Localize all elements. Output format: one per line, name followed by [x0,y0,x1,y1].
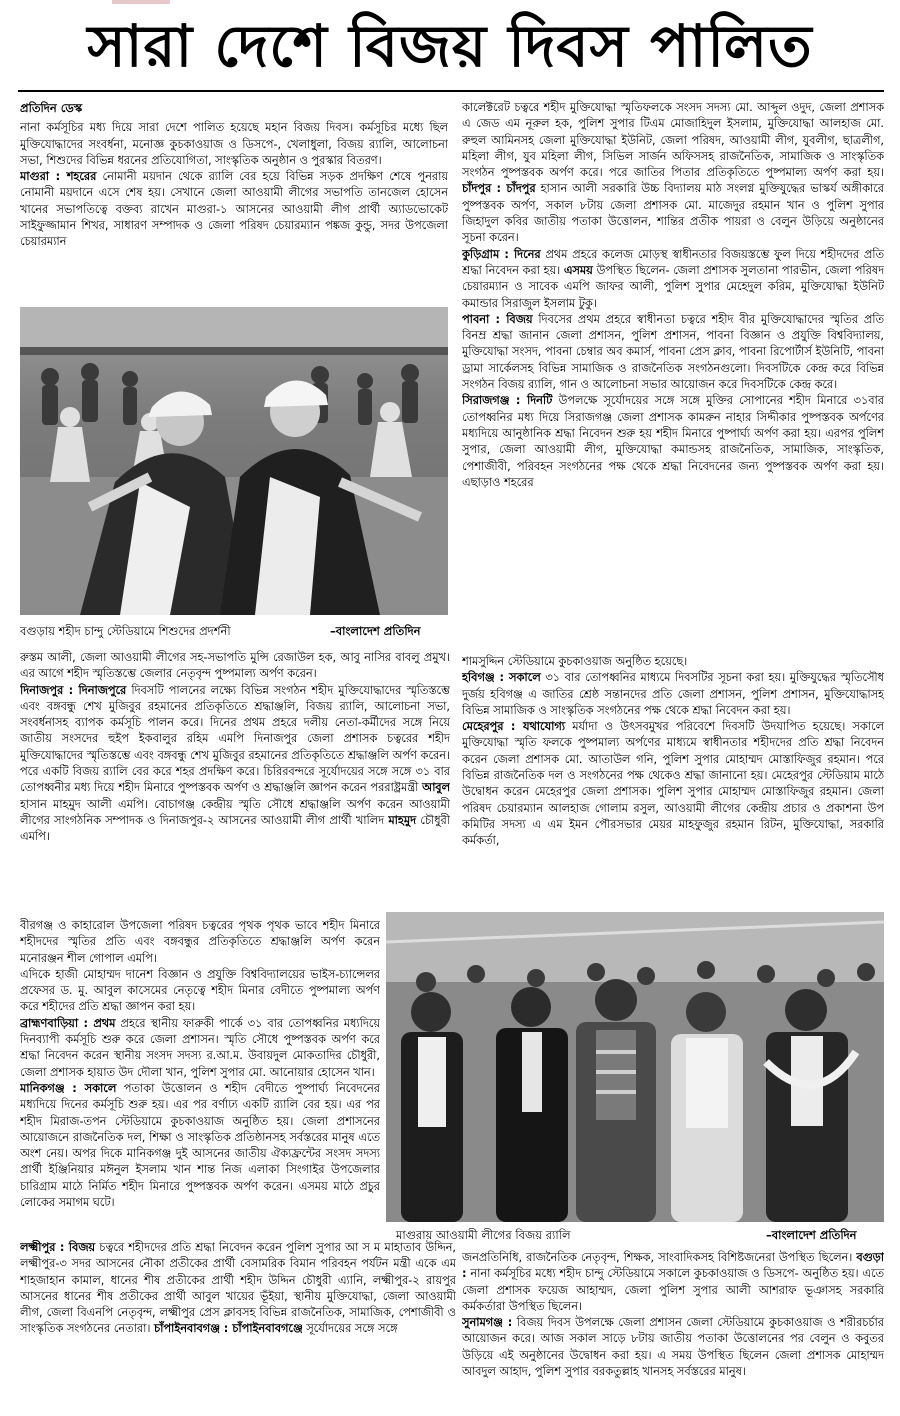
manik-label: মানিকগঞ্জ : সকালে [20,1081,117,1095]
bottom-paragraph [462,1250,884,1315]
manik-paragraph [20,1081,380,1211]
magura-label: মাগুরা : শহরের [20,170,97,184]
chapai-label: চাঁপাইনবাবগঞ্জ : চাঁপাইনবাবগঞ্জে [154,1322,303,1336]
right-top-text [462,100,884,652]
habi-text: ৩১ বার তোপধ্বনির মাধ্যমে দিবসটির সূচনা করা হয়। মুক্তিযুদ্ধের স্মৃতিসৌধ দুর্জয় হবিগঞ্জ এ জাতির শ্রেষ্ঠ সন্তানদের প্রতি জেলা প্রশাসন, পুলিশ প্রশাসন, মুক্তিযোদ্ধাসহ বিভিন্ন সামাজিক ও সাংস্কৃতিক সংগঠনের পক্ষ থেকে শ্রদ্ধা নিবেদন করা হয়। [462,671,884,717]
haji-paragraph: এদিকে হাজী মোহাম্মদ দানেশ বিজ্ঞান ও প্রযুক্তি বিশ্ববিদ্যালয়ের ভাইস-চ্যান্সেলর প্রফেসর ড. মু. আবুল কাসেমের নেতৃত্বে শহীদ মিনার বেদীতে পুষ্পমাল্য অর্পণ করে শহীদের প্রতি শ্রদ্ধা জ্ঞাপন করা হয়। [20,967,380,1014]
left-top-text [20,100,448,305]
kurigram-text-2: উপস্থিত ছিলেন- জেলা প্রশাসক সুলতানা পারভীন, জেলা পরিষদ চেয়ারম্যান ও সাবেক এমপি জাফর আলী, পুলিশ সুপার মেহেদুল করিম, মুক্তিযোদ্ধা ইউনিট কমান্ডার সিরাজুল ইসলাম টুকু। [462,263,884,310]
rally-photo [386,912,884,1222]
dancers-photo [20,307,448,615]
brahman-label: ব্রাহ্মণবাড়িয়া : প্রথম [20,1016,116,1030]
sunam-paragraph [462,1315,884,1380]
right-bottom-text [462,1250,884,1412]
brahman-text: প্রহরে স্থানীয় ফারুকী পার্কে ৩১ বার তোপধ্বনির মধ্যদিয়ে দিনব্যাপী কর্মসূচি শুরু করে জেলা প্রশাসন। স্মৃতি সৌধে পুষ্পস্তবক অর্পণ করে শ্রদ্ধা নিবেদন করেন স্থানীয় সংসদ সদস্য র.আ.ম. উবায়দুল মোকতাদির চৌধুরী, জেলা প্রশাসক হায়াত উদ দৌলা খান, পুলিশ সুপার মো. আনোয়ার হোসেন খান। [20,1016,380,1079]
sunam-text: বিজয় দিবস উপলক্ষে জেলা প্রশাসন জেলা স্টেডিয়ামে কুচকাওয়াজ ও শরীরচর্চার আয়োজন করে। আজ সকাল সাড়ে ৮টায় জাতীয় পতাকা উত্তোলনের পর বেলুন ও কবুতর উড়িয়ে এই অনুষ্ঠানের উদ্বোধন করা হয়। এ সময় উপস্থিত ছিলেন জেলা প্রশাসক মোহাম্মদ আবদুল আহাদ, পুলিশ সুপার বরকতুল্লাহ খানসহ সর্বস্তরের মানুষ। [462,1316,884,1379]
brahman-paragraph [20,1016,380,1081]
dinajpur-bold-2: মাহমুদ [388,813,417,827]
manik-text: পতাকা উত্তোলন ও শহীদ বেদীতে পুষ্পার্ঘ্য নিবেদনের মধ্যদিয়ে দিনের কর্মসূচি শুরু হয়। এর পর বর্ণাঢ্য একটি র‌্যালি বের হয়। এর পর শহীদ মিরাজ-তপন স্টেডিয়ামে কুচকাওয়াজ অনুষ্ঠিত হয়। জেলা প্রশাসনের আয়োজনে রাজনৈতিক দল, শিক্ষা ও সাংস্কৃতিক প্রতিষ্ঠানসহ সর্বস্তরের মানুষ এতে অংশ নেয়। অপর দিকে মানিকগঞ্জ দুই আসনের জাতীয় ঐক্যফ্রন্টের সংসদ সদস্য প্রার্থী ইঞ্জিনিয়ার মঈনুল ইসলাম খান শান্ত নিজ এলাকা সিংগাইর উপজেলার চারিগ্রাম মাঠে নির্মিত শহীদ মিনারে পুষ্পস্তবক অর্পণ করেন। এসময় মাঠে প্রচুর লোকের সমাগম ঘটে। [20,1081,380,1210]
dinajpur-label: দিনাজপুর : দিনাজপুরে [20,683,127,697]
dancers-illustration [20,307,448,615]
dinajpur-text-2: হাসান মাহমুদ আলী এমপি। বোচাগঞ্জ কেন্দ্রীয় স্মৃতি সৌধে শ্রদ্ধাঞ্জলি অর্পণ করেন আওয়ামী লীগের সাংগঠনিক সম্পাদক ও দিনাজপুর-২ আসনের আওয়ামী লীগ প্রার্থী খালিদ [20,797,450,827]
siraj-cont: শামসুদ্দিন স্টেডিয়ামে কুচকাওয়াজ অনুষ্ঠিত হয়েছে। [462,655,688,668]
bottom-text: জনপ্রতিনিধি, রাজনৈতিক নেতৃবৃন্দ, শিক্ষক, সাংবাদিকসহ বিশিষ্টজনেরা উপস্থিত ছিলেন। [462,1251,853,1264]
habi-label: হবিগঞ্জ : সকালে [462,671,541,685]
byline: প্রতিদিন ডেস্ক [20,101,83,115]
kurigram-label: কুড়িগ্রাম : দিনের [462,247,541,261]
magura-text: নোমানী ময়দান থেকে র‌্যালি বের হয়ে বিভিন্ন সড়ক প্রদক্ষিণ শেষে পুনরায় নোমানী ময়দানে এসে শেষ হয়। সেখানে জেলা আওয়ামী লীগের সভাপতি তানজেল হোসেন খানের সভাপতিত্বে বক্তব্য রাখেন মাগুরা-১ আসনের আওয়ামী লীগ প্রার্থী অ্যাডভোকেট সাইফুজ্জামান শিখর, সাধারণ সম্পাদক ও জেলা পরিষদ চেয়ারম্যান পঙ্কজ কুন্ডু, সদর উপজেলা চেয়ারম্যান [20,170,448,249]
kurigram-text: প্রথম প্রহরে কলেজ মোড়স্থ স্বাধীনতার বিজয়স্তম্ভে ফুল দিয়ে শহীদদের প্রতি শ্রদ্ধা নিবেদন করা হয়। [462,247,884,277]
photo2-caption: মাগুরায় আওয়ামী লীগের বিজয় র‌্যালি [396,1228,571,1242]
left-narrow-text [20,918,380,1240]
sunam-label: সুনামগঞ্জ : [462,1316,513,1330]
top-mark [112,0,170,4]
kurigram-paragraph [462,247,884,312]
pabna-text: দিবসের প্রথম প্রহরে স্বাধীনতা চত্বরে শহীদ বীর মুক্তিযোদ্ধাদের স্মৃতির প্রতি বিনম্র শ্রদ্ধা জানান জেলা প্রশাসন, পুলিশ প্রশাসন, পাবনা বিজ্ঞান ও প্রযুক্তি বিশ্ববিদ্যালয়, মুক্তিযোদ্ধা সংসদ, পাবনা চেম্বার অব কমার্স, পাবনা প্রেস ক্লাব, পাবনা রিপোর্টার্স ইউনিটি, পাবনা ড্রামা সার্কেলসহ বিভিন্ন সামাজিক ও রাজনৈতিক সংগঠনগুলো। দিবসটিকে কেন্দ্র করে বিভিন্ন সংগঠন বিজয় র‌্যালি, গান ও আলোচনা সভার আয়োজন করে দিবসটিকে কেন্দ্র করে। [462,312,884,392]
bogura-text: নানা কর্মসূচির মধ্যে শহীদ চান্দু স্টেডিয়ামে সকালে কুচকাওয়াজ ও ডিসপে- অনুষ্ঠিত হয়। এতে জেলা প্রশাসক ফয়েজ আহাম্মদ, জেলা পুলিশ সুপার আলী আশরাফ ভূঞাসহ সরকারি কর্মকর্তারা উপস্থিত ছিলেন। [462,1267,884,1313]
intro-paragraph: নানা কর্মসূচির মধ্য দিয়ে সারা দেশে পালিত হয়েছে মহান বিজয় দিবস। কর্মসূচির মধ্যে ছিল মুক্তিযোদ্ধাদের সংবর্ধনা, মনোজ্ঞ কুচকাওয়াজ ও ডিসপে-, খেলাধুলা, বিজয় র‌্যালি, আলোচনা সভা, শিশুদের বিভিন্ন ধরনের প্রতিযোগিতা, সাংস্কৃতিক অনুষ্ঠান ও পুরস্কার বিতরণ। [20,121,448,167]
magura-paragraph [20,169,448,250]
chandpur-label: চাঁদপুর : চাঁদপুর [462,182,536,196]
dinajpur-text: দিবসটি পালনের লক্ষ্যে বিভিন্ন সংগঠন শহীদ মুক্তিযোদ্ধাদের স্মৃতিস্তম্ভে এবং বঙ্গবন্ধু শেখ মুজিবুর রহমানের প্রতিকৃতিতে শ্রদ্ধাঞ্জলি, বিজয় র‌্যালি, আলোচনা সভা, সংবর্ধনাসহ ব্যাপক কর্মসূচি পালন করে। দিনের প্রথম প্রহরে দলীয় নেতা-কর্মীদের সঙ্গে নিয়ে জাতীয় সংসদের হুইপ ইকবালুর রহিম এমপি দিনাজপুর জেলা প্রশাসক চত্বরের শহীদ মুক্তিযোদ্ধাদের স্মৃতিস্তম্ভে এবং বঙ্গবন্ধু শেখ মুজিবুর রহমানের প্রতিকৃতিতে শ্রদ্ধাঞ্জলি অর্পণ করেন। পরে একটি বিজয় র‌্যালি বের করে শহর প্রদক্ষিণ করে। চিরিরবন্দরে সূর্যোদয়ের সঙ্গে সঙ্গে ৩১ বার তোপধ্বনীর মধ্য দিয়ে শহীদ মিনারে পুষ্পস্তবক অর্পণ ও শ্রদ্ধাঞ্জলি জ্ঞাপন করেন পররাষ্ট্রমন্ত্রী [20,683,450,795]
collect-paragraph [462,100,884,247]
left-bottom-text [20,1240,456,1412]
pabna-paragraph [462,312,884,393]
lakshmi-label: লক্ষ্মীপুর : বিজয় [20,1241,96,1254]
kurigram-bold: এসময় [563,263,593,277]
headline: সারা দেশে বিজয় দিবস পালিত [87,12,813,80]
photo2-credit: –বাংলাদেশ প্রতিদিন [766,1228,857,1242]
photo1-credit: –বাংলাদেশ প্রতিদিন [330,624,421,638]
siraj-text: উপলক্ষে সূর্যোদয়ের সঙ্গে সঙ্গে মুক্তির সোপানের শহীদ মিনারে ৩১বার তোপধ্বনির মধ্য দিয়ে সিরাজগঞ্জ জেলা প্রশাসক কামরুন নাহার সিদ্দীকার পুষ্পস্তবক অর্পণের মধ্যদিয়ে আনুষ্ঠানিক শ্রদ্ধা নিবেদন শুরু হয় শহীদ মিনারে পুষ্পার্ঘ্য অর্পণ করা হয়। এরপর পুলিশ সুপার, জেলা আওয়ামী লীগ, মুক্তিযোদ্ধা কমান্ডসহ রাজনৈতিক, সামাজিক, সাংস্কৃতিক, পেশাজীবী, পরিবহন সংগঠনের পক্ষ থেকে শ্রদ্ধা নিবেদনের জন্য পুষ্পস্তবক অর্পণ করা হয়। এছাড়াও শহরের [462,394,884,489]
siraj-label: সিরাজগঞ্জ : দিনটি [462,394,553,408]
photo1-caption: বগুড়ায় শহীদ চান্দু স্টেডিয়ামে শিশুদের প্রদর্শনী [20,624,231,638]
dinajpur-bold-1: আবুল [422,781,450,795]
cont-paragraph: রুস্তম আলী, জেলা আওয়ামী লীগের সহ-সভাপতি মুন্সি রেজাউল হক, আবু নাসির বাবলু প্রমুখ। এর আগে শহীদ স্মৃতিস্তম্ভে জেলার নেতৃবৃন্দ পুষ্পমাল্য অর্পণ করেন। [20,651,450,681]
pabna-label: পাবনা : বিজয় [462,312,533,326]
left-mid-text [20,650,450,920]
meher-label: মেহেরপুর : যথাযোগ্য [462,720,566,734]
biral-paragraph: বীরগঞ্জ ও কাহারোল উপজেলা পরিষদ চত্বরের পৃথক পৃথক ভাবে শহীদ মিনারে শহীদদের স্মৃতির প্রতি এবং বঙ্গবন্ধুর প্রতিকৃতিতে শ্রদ্ধাঞ্জলি অর্পণ করেন মনোরঞ্জন শীল গোপাল এমপি। [20,919,380,965]
dinajpur-paragraph [20,683,450,846]
dinajpur-text-3: চৌধুরী এমপি। [20,813,450,844]
habi-paragraph [462,670,884,719]
bogura-label: বগুড়া : [462,1251,884,1281]
chandpur-text: হাসান আলী সরকারি উচ্চ বিদ্যালয় মাঠ সংলগ্ন মুক্তিযুদ্ধের ভাস্কর্য অঙ্গীকারে পুষ্পস্তবক অর্পণ, সকাল ৮টায় জেলা প্রশাসক মো. মাজেদুর রহমান খান ও পুলিশ সুপার জিহাদুল কবির জাতীয় পতাকা উত্তোলন, শান্তির প্রতীক পায়রা ও বেলুন উড়িয়ে অনুষ্ঠানের সূচনা করেন। [462,182,884,245]
lakshmi-text: চত্বরে শহীদদের প্রতি শ্রদ্ধা নিবেদন করেন পুলিশ সুপার আ স ম মাহাতাব উদ্দিন, লক্ষ্মীপুর-৩ সদর আসনের নৌকা প্রতীকের প্রার্থী বেসামরিক বিমান পরিবহন পর্যটন মন্ত্রী একে এম শাহজাহান কামাল, ধানের শীষ প্রতীকের প্রার্থী শহীদ উদ্দিন চৌধুরী এ্যানি, লক্ষ্মীপুর-২ রায়পুর আসনের ধানের শীষ প্রতীকের প্রার্থী আবুল খায়ের ভূঁইয়া, স্থানীয় মুক্তিযোদ্ধা, জেলা আওয়ামী লীগ, জেলা বিএনপি নেতৃবৃন্দ, লক্ষ্মীপুর প্রেস ক্লাবসহ বিভিন্ন রাজনৈতিক, সামাজিক, পেশাজীবী ও সাংস্কৃতিক সংগঠনের নেতারা। [20,1241,456,1336]
siraj-paragraph [462,393,884,491]
right-mid-text [462,654,884,910]
headline-rule [18,90,884,92]
meher-text: মর্যাদা ও উৎসবমুখর পরিবেশে দিবসটি উদযাপিত হয়েছে। সকালে মুক্তিযোদ্ধা স্মৃতি ফলকে পুষ্পমাল্য অর্পণের মাধ্যমে স্বাধীনতার শহীদদের প্রতি শ্রদ্ধা নিবেদন করেন জেলা প্রশাসক মো. আতাউল গনি, পুলিশ সুপার মোহাম্মদ মোস্তাফিজুর রহমান। পরে বিভিন্ন রাজনৈতিক দল ও সংগঠনের পক্ষ থেকেও শ্রদ্ধা জানানো হয়। মেহেরপুর স্টেডিয়াম মাঠে উদ্বোধন করেন মেহেরপুর জেলা প্রশাসক। পুলিশ সুপার মোহাম্মদ মোস্তাফিজুর রহমান। জেলা পরিষদ চেয়ারম্যান আলহাজ গোলাম রসুল, আওয়ামী লীগের কেন্দ্রীয় প্রচার ও প্রকাশনা উপ কমিটির সদস্য এ এম ইমন পৌরসভার মেয়র মাহফুজুর রহমান রিটন, মুক্তিযোদ্ধা, সরকারি কর্মকর্তা, [462,720,884,848]
meher-paragraph [462,719,884,849]
rally-illustration [386,912,884,1222]
chapai-text: সূর্যোদয়ের সঙ্গে সঙ্গে [302,1322,398,1336]
collect-text: কালেক্টরেট চত্বরে শহীদ মুক্তিযোদ্ধা স্মৃতিফলকে সংসদ সদস্য মো. আব্দুল ওদুদ, জেলা প্রশাসক এ জেড এম নূরুল হক, পুলিশ সুপার টিএম মোজাহিদুল ইসলাম, মুক্তিযোদ্ধা আলহাজ মো. রুহুল আমিনসহ জেলা মুক্তিযোদ্ধা ইউনিট, জেলা পরিষদ, আওয়ামী লীগ, যুবলীগ, ছাত্রলীগ, মহিলা লীগ, যুব মহিলা লীগ, সিভিল সার্জন অফিসসহ রাজনৈতিক, সামাজিক ও সাংস্কৃতিক সংগঠন পুষ্পস্তবক অর্পণ করে। পরে জাতির পিতার প্রতিকৃতিতে পুষ্পমাল্য অর্পণ করা হয়। [462,101,884,180]
lakshmi-paragraph [20,1240,456,1338]
